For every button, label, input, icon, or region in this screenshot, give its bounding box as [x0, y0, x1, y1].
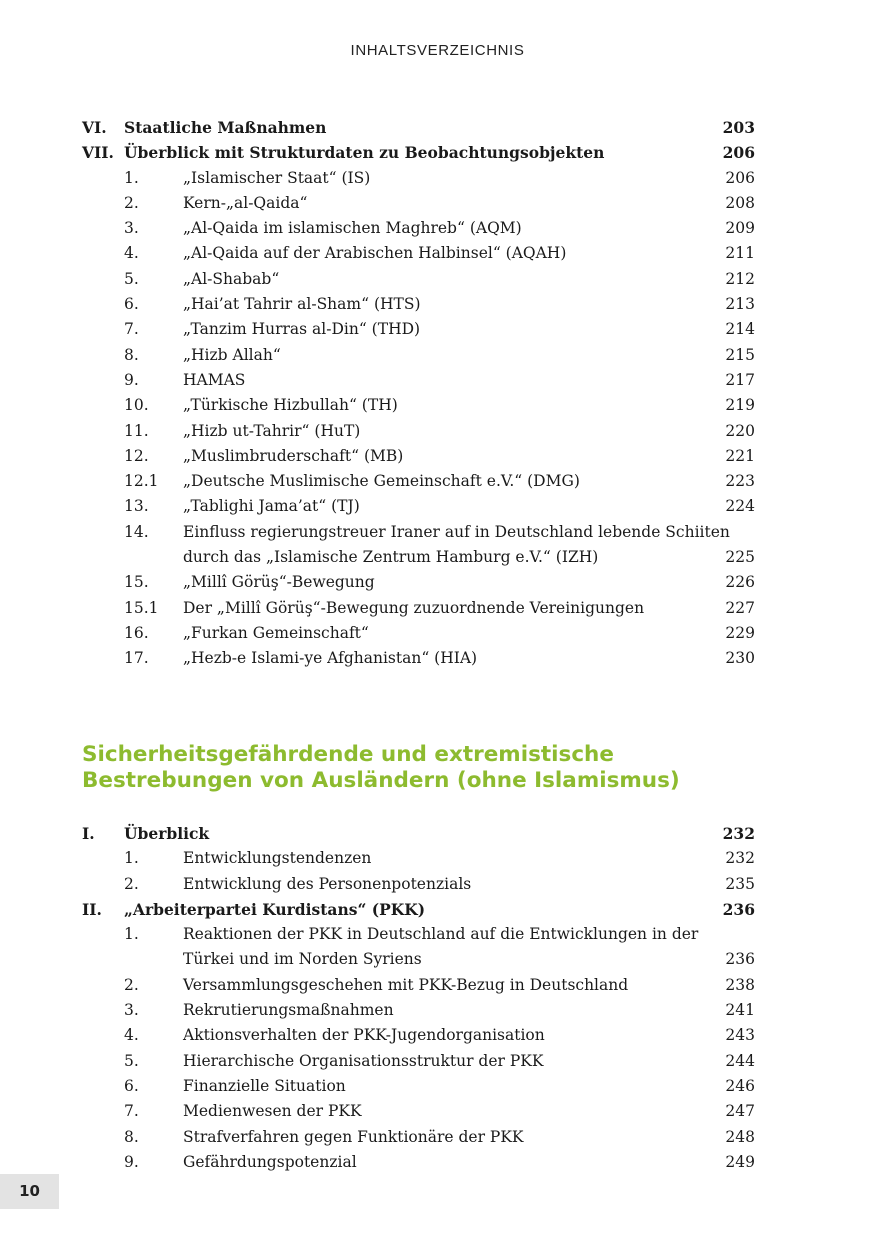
toc-entry-number: II.	[82, 899, 102, 919]
toc-entry-number: 11.	[124, 421, 149, 440]
toc-entry-page-spacer	[698, 922, 758, 947]
toc-entry-title: Kern-„al-Qaida“	[183, 193, 308, 212]
toc-section-row	[82, 469, 755, 494]
toc-entry-title: Finanzielle Situation	[183, 1076, 346, 1095]
toc-entry-number: I.	[82, 824, 95, 843]
toc-entry-page: 238	[725, 975, 755, 994]
toc-entry-page: 217	[725, 370, 755, 389]
toc-section-row	[82, 292, 755, 317]
toc-entry-page: 221	[725, 446, 755, 465]
toc-entry-number: 3.	[124, 1001, 139, 1020]
toc-entry-number: 17.	[124, 649, 149, 668]
toc-entry-title: „Tablighi Jama’at“ (TJ)	[183, 497, 360, 516]
toc-entry-number: 4.	[124, 1026, 139, 1045]
toc-entry-page: 211	[725, 244, 755, 263]
toc-entry-number: 1.	[124, 925, 139, 944]
toc-entry-number: VII.	[82, 143, 114, 163]
toc-entry-page: 215	[725, 345, 755, 364]
toc-entry-page: 226	[725, 573, 755, 592]
toc-entry-title: „Hizb Allah“	[183, 345, 281, 364]
toc-entry-page: 241	[725, 1001, 755, 1020]
toc-entry-title: „Hai’at Tahrir al-Sham“ (HTS)	[183, 295, 421, 314]
toc-section-row	[82, 846, 755, 871]
table-of-contents-part-a	[82, 115, 755, 672]
toc-section-row	[82, 1150, 755, 1175]
toc-entry-title: Strafverfahren gegen Funktionäre der PKK	[183, 1127, 524, 1146]
toc-entry-page: 236	[722, 899, 755, 919]
toc-entry-number: 9.	[124, 370, 139, 389]
toc-entry-number: 12.1	[124, 472, 159, 491]
toc-entry-number: 1.	[124, 849, 139, 868]
toc-section-row	[82, 872, 755, 897]
toc-chapter-row	[82, 115, 755, 140]
toc-section-row	[82, 646, 755, 671]
toc-section-row	[82, 520, 755, 545]
toc-section-row	[82, 1049, 755, 1074]
toc-section-row	[82, 570, 755, 595]
toc-entry-number: 12.	[124, 446, 149, 465]
toc-entry-title: HAMAS	[183, 370, 246, 389]
toc-entry-title: Aktionsverhalten der PKK-Jugendorganisation	[183, 1026, 545, 1045]
section-heading: Sicherheitsgefährdende und extremistische Bestrebungen von Ausländern (ohne Islamismus)	[82, 742, 680, 793]
toc-entry-title: Versammlungsgeschehen mit PKK-Bezug in Deutschland	[183, 975, 629, 994]
toc-section-row	[82, 922, 755, 947]
toc-entry-number: 2.	[124, 874, 139, 893]
toc-entry-page: 232	[725, 849, 755, 868]
toc-entry-number: 7.	[124, 1102, 139, 1121]
toc-entry-title: „Islamischer Staat“ (IS)	[183, 168, 371, 187]
table-of-contents-part-b	[82, 821, 755, 1175]
toc-entry-page: 236	[725, 950, 755, 969]
toc-section-row-continuation	[82, 545, 755, 570]
toc-section-row	[82, 191, 755, 216]
toc-entry-title: „Deutsche Muslimische Gemeinschaft e.V.“ (DMG)	[183, 472, 580, 491]
toc-entry-page: 206	[722, 143, 755, 163]
toc-entry-title: „Hizb ut-Tahrir“ (HuT)	[183, 421, 361, 440]
toc-chapter-row	[82, 140, 755, 165]
toc-chapter-row	[82, 897, 755, 922]
toc-entry-title: Hierarchische Organisationsstruktur der PKK	[183, 1051, 544, 1070]
toc-entry-page: 206	[725, 168, 755, 187]
toc-section-row	[82, 1074, 755, 1099]
toc-section-row	[82, 621, 755, 646]
toc-entry-page: 232	[722, 824, 755, 843]
toc-entry-page: 243	[725, 1026, 755, 1045]
toc-entry-page: 249	[725, 1152, 755, 1171]
toc-entry-title: „Al-Qaida im islamischen Maghreb“ (AQM)	[183, 219, 522, 238]
toc-entry-number: 8.	[124, 345, 139, 364]
toc-entry-page: 208	[725, 193, 755, 212]
toc-section-row	[82, 419, 755, 444]
toc-entry-number: 5.	[124, 269, 139, 288]
toc-entry-page: 219	[725, 396, 755, 415]
toc-section-row	[82, 494, 755, 519]
toc-entry-number: 6.	[124, 1076, 139, 1095]
toc-entry-page: 225	[725, 548, 755, 567]
toc-entry-title: Entwicklungstendenzen	[183, 849, 372, 868]
toc-section-row	[82, 343, 755, 368]
toc-entry-title: Entwicklung des Personenpotenzials	[183, 874, 472, 893]
toc-entry-title-continuation: Türkei und im Norden Syriens	[183, 950, 422, 969]
toc-entry-page: 227	[725, 598, 755, 617]
toc-entry-page: 203	[722, 118, 755, 137]
toc-section-row	[82, 596, 755, 621]
toc-section-row	[82, 368, 755, 393]
toc-section-row	[82, 241, 755, 266]
toc-entry-number: 2.	[124, 975, 139, 994]
toc-entry-page: 229	[725, 623, 755, 642]
toc-entry-number: 8.	[124, 1127, 139, 1146]
page-number: 10	[0, 1174, 59, 1209]
toc-entry-number: 10.	[124, 396, 149, 415]
toc-chapter-row	[82, 821, 755, 846]
toc-entry-title: „Furkan Gemeinschaft“	[183, 623, 369, 642]
toc-entry-page: 209	[725, 219, 755, 238]
toc-entry-number: 15.	[124, 573, 149, 592]
toc-entry-title: Der „Millî Görüş“-Bewegung zuzuordnende Vereinigungen	[183, 598, 645, 617]
toc-entry-page: 248	[725, 1127, 755, 1146]
toc-section-row-continuation	[82, 947, 755, 972]
toc-entry-number: 16.	[124, 623, 149, 642]
toc-entry-title: Staatliche Maßnahmen	[124, 118, 327, 137]
toc-entry-title: „Al-Shabab“	[183, 269, 280, 288]
toc-section-row	[82, 1099, 755, 1124]
toc-section-row	[82, 1023, 755, 1048]
toc-entry-title-continuation: durch das „Islamische Zentrum Hamburg e.V.“ (IZH)	[183, 548, 599, 567]
toc-section-row	[82, 393, 755, 418]
toc-section-row	[82, 216, 755, 241]
toc-entry-number: VI.	[82, 118, 107, 137]
toc-entry-page: 220	[725, 421, 755, 440]
toc-entry-number: 2.	[124, 193, 139, 212]
toc-entry-number: 14.	[124, 522, 149, 541]
toc-entry-page: 212	[725, 269, 755, 288]
toc-entry-number: 4.	[124, 244, 139, 263]
toc-section-row	[82, 998, 755, 1023]
toc-entry-title: „Arbeiterpartei Kurdistans“ (PKK)	[124, 899, 426, 919]
toc-section-row	[82, 444, 755, 469]
toc-entry-title: Rekrutierungsmaßnahmen	[183, 1001, 394, 1020]
toc-entry-page: 244	[725, 1051, 755, 1070]
toc-section-row	[82, 166, 755, 191]
toc-entry-page: 246	[725, 1076, 755, 1095]
toc-entry-page: 223	[725, 472, 755, 491]
toc-entry-page: 213	[725, 295, 755, 314]
toc-entry-title: Überblick mit Strukturdaten zu Beobachtungsobjekten	[124, 143, 605, 163]
toc-entry-title: „Millî Görüş“-Bewegung	[183, 573, 375, 592]
toc-entry-number: 3.	[124, 219, 139, 238]
toc-section-row	[82, 267, 755, 292]
toc-entry-number: 6.	[124, 295, 139, 314]
toc-entry-page: 247	[725, 1102, 755, 1121]
toc-entry-number: 5.	[124, 1051, 139, 1070]
toc-entry-number: 1.	[124, 168, 139, 187]
toc-section-row	[82, 317, 755, 342]
toc-entry-title: „Al-Qaida auf der Arabischen Halbinsel“ (AQAH)	[183, 244, 567, 263]
toc-entry-title: Überblick	[124, 824, 210, 843]
toc-entry-page: 224	[725, 497, 755, 516]
toc-entry-title: Medienwesen der PKK	[183, 1102, 362, 1121]
toc-entry-title: „Muslimbruderschaft“ (MB)	[183, 446, 404, 465]
toc-entry-number: 7.	[124, 320, 139, 339]
toc-entry-title: „Tanzim Hurras al-Din“ (THD)	[183, 320, 421, 339]
toc-section-row	[82, 973, 755, 998]
toc-entry-page: 230	[725, 649, 755, 668]
toc-entry-title: Gefährdungspotenzial	[183, 1152, 357, 1171]
toc-entry-title: Reaktionen der PKK in Deutschland auf die Entwicklungen in der	[183, 925, 699, 944]
toc-entry-number: 9.	[124, 1152, 139, 1171]
toc-section-row	[82, 1125, 755, 1150]
toc-entry-title: „Türkische Hizbullah“ (TH)	[183, 396, 398, 415]
toc-entry-page-spacer	[730, 520, 790, 545]
running-header: INHALTSVERZEICHNIS	[350, 42, 525, 59]
toc-entry-number: 15.1	[124, 598, 159, 617]
toc-entry-number: 13.	[124, 497, 149, 516]
toc-entry-title: Einfluss regierungstreuer Iraner auf in Deutschland lebende Schiiten	[183, 522, 730, 541]
toc-entry-title: „Hezb-e Islami-ye Afghanistan“ (HIA)	[183, 649, 478, 668]
toc-entry-page: 214	[725, 320, 755, 339]
toc-entry-page: 235	[725, 874, 755, 893]
